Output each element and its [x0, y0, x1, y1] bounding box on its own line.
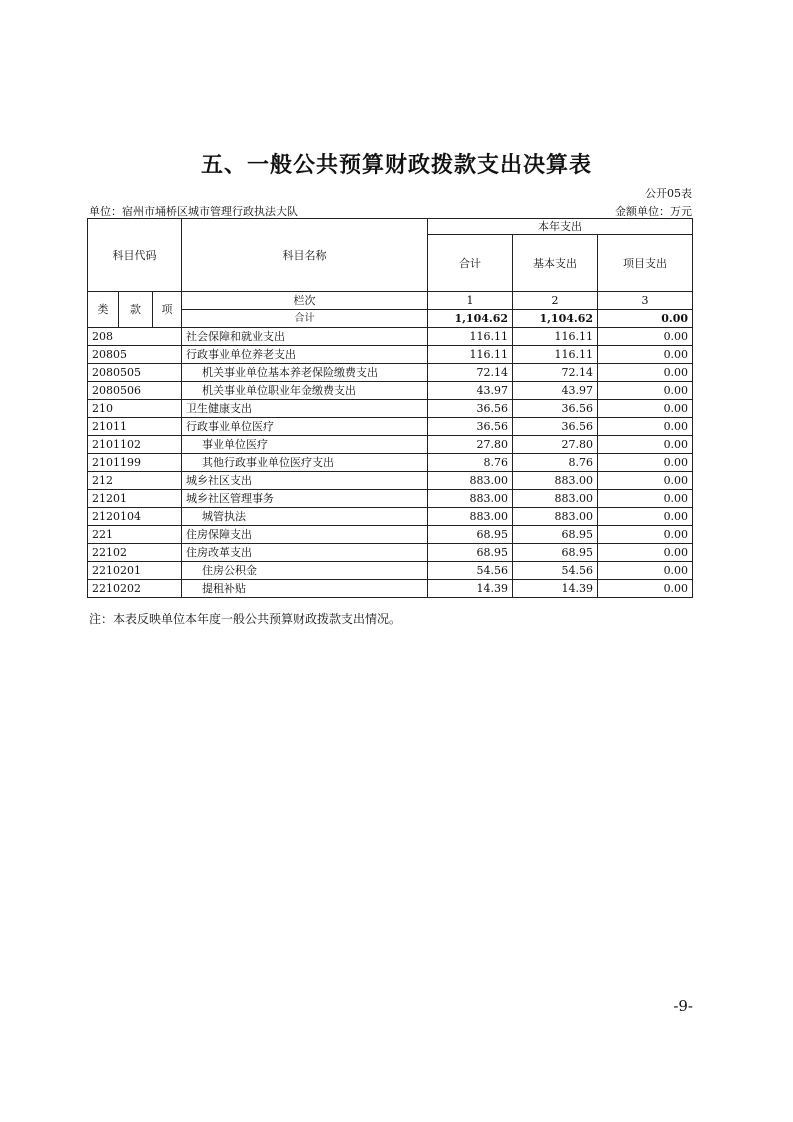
column-number-2: 2: [513, 292, 598, 310]
row-code: 2210201: [88, 562, 182, 580]
row-basic: 68.95: [513, 544, 598, 562]
row-total: 883.00: [428, 490, 513, 508]
row-project: 0.00: [598, 544, 693, 562]
table-row: [88, 346, 693, 364]
row-code: 2101102: [88, 436, 182, 454]
row-project: 0.00: [598, 418, 693, 436]
row-basic: 883.00: [513, 490, 598, 508]
row-project: 0.00: [598, 436, 693, 454]
total-row-basic: 1,104.62: [513, 310, 598, 328]
row-project: 0.00: [598, 328, 693, 346]
row-code: 2120104: [88, 508, 182, 526]
row-basic: 36.56: [513, 400, 598, 418]
row-name: 住房公积金: [182, 562, 428, 580]
table-row: [88, 418, 693, 436]
money-unit: 金额单位：万元: [615, 205, 692, 218]
header-total: 合计: [428, 235, 513, 292]
table-row: [88, 436, 693, 454]
row-basic: 116.11: [513, 346, 598, 364]
row-basic: 36.56: [513, 418, 598, 436]
row-total: 72.14: [428, 364, 513, 382]
table-note: 注：本表反映单位本年度一般公共预算财政拨款支出情况。: [89, 612, 402, 626]
row-total: 883.00: [428, 472, 513, 490]
row-total: 68.95: [428, 544, 513, 562]
row-name: 住房保障支出: [182, 526, 428, 544]
row-total: 27.80: [428, 436, 513, 454]
row-basic: 43.97: [513, 382, 598, 400]
column-number-1: 1: [428, 292, 513, 310]
row-total: 116.11: [428, 346, 513, 364]
page-title: 五、一般公共预算财政拨款支出决算表: [200, 153, 592, 178]
row-name: 卫生健康支出: [182, 400, 428, 418]
row-project: 0.00: [598, 490, 693, 508]
row-name: 住房改革支出: [182, 544, 428, 562]
page-number: -9-: [673, 997, 693, 1015]
header-this-year: 本年支出: [428, 219, 693, 235]
row-project: 0.00: [598, 382, 693, 400]
form-code: 公开05表: [645, 187, 692, 200]
total-row-total: 1,104.62: [428, 310, 513, 328]
header-lei: 类: [88, 292, 119, 328]
header-subject-name: 科目名称: [182, 219, 428, 292]
row-project: 0.00: [598, 472, 693, 490]
column-number-3: 3: [598, 292, 693, 310]
table-row: [88, 364, 693, 382]
column-label: 栏次: [182, 292, 428, 310]
row-code: 221: [88, 526, 182, 544]
header-kuan: 款: [119, 292, 153, 328]
row-project: 0.00: [598, 364, 693, 382]
table-row: [88, 454, 693, 472]
row-basic: 27.80: [513, 436, 598, 454]
reporting-unit: 单位：宿州市埇桥区城市管理行政执法大队: [89, 205, 298, 218]
data-rows: [88, 328, 693, 598]
row-code: 2080506: [88, 382, 182, 400]
row-name: 城乡社区支出: [182, 472, 428, 490]
table-row: [88, 562, 693, 580]
row-code: 21201: [88, 490, 182, 508]
row-total: 116.11: [428, 328, 513, 346]
row-code: 212: [88, 472, 182, 490]
row-total: 68.95: [428, 526, 513, 544]
row-code: 20805: [88, 346, 182, 364]
row-basic: 116.11: [513, 328, 598, 346]
row-name: 行政事业单位医疗: [182, 418, 428, 436]
row-total: 36.56: [428, 400, 513, 418]
row-total: 883.00: [428, 508, 513, 526]
row-code: 2080505: [88, 364, 182, 382]
row-project: 0.00: [598, 400, 693, 418]
table-row: [88, 400, 693, 418]
row-total: 8.76: [428, 454, 513, 472]
row-name: 行政事业单位养老支出: [182, 346, 428, 364]
header-subject-code: 科目代码: [88, 219, 182, 292]
row-code: 210: [88, 400, 182, 418]
row-code: 22102: [88, 544, 182, 562]
table-row: [88, 508, 693, 526]
total-row-label: 合计: [182, 310, 428, 328]
row-code: 2210202: [88, 580, 182, 598]
table-row: [88, 382, 693, 400]
row-name: 城乡社区管理事务: [182, 490, 428, 508]
table-row: [88, 580, 693, 598]
row-name: 其他行政事业单位医疗支出: [182, 454, 428, 472]
row-basic: 72.14: [513, 364, 598, 382]
row-project: 0.00: [598, 580, 693, 598]
row-name: 机关事业单位基本养老保险缴费支出: [182, 364, 428, 382]
row-basic: 54.56: [513, 562, 598, 580]
table-row: [88, 328, 693, 346]
row-basic: 883.00: [513, 508, 598, 526]
header-project: 项目支出: [598, 235, 693, 292]
row-total: 43.97: [428, 382, 513, 400]
row-basic: 883.00: [513, 472, 598, 490]
table-row: [88, 526, 693, 544]
row-total: 54.56: [428, 562, 513, 580]
header-xiang: 项: [153, 292, 182, 328]
table-row: [88, 472, 693, 490]
row-name: 城管执法: [182, 508, 428, 526]
header-basic: 基本支出: [513, 235, 598, 292]
row-project: 0.00: [598, 508, 693, 526]
row-code: 208: [88, 328, 182, 346]
row-name: 社会保障和就业支出: [182, 328, 428, 346]
row-project: 0.00: [598, 346, 693, 364]
row-code: 21011: [88, 418, 182, 436]
row-total: 14.39: [428, 580, 513, 598]
row-name: 事业单位医疗: [182, 436, 428, 454]
row-name: 提租补贴: [182, 580, 428, 598]
row-name: 机关事业单位职业年金缴费支出: [182, 382, 428, 400]
row-basic: 14.39: [513, 580, 598, 598]
row-project: 0.00: [598, 454, 693, 472]
row-basic: 68.95: [513, 526, 598, 544]
budget-table: [87, 218, 693, 598]
row-basic: 8.76: [513, 454, 598, 472]
row-project: 0.00: [598, 526, 693, 544]
row-total: 36.56: [428, 418, 513, 436]
row-code: 2101199: [88, 454, 182, 472]
row-project: 0.00: [598, 562, 693, 580]
table-row: [88, 544, 693, 562]
total-row-project: 0.00: [598, 310, 693, 328]
table-row: [88, 490, 693, 508]
